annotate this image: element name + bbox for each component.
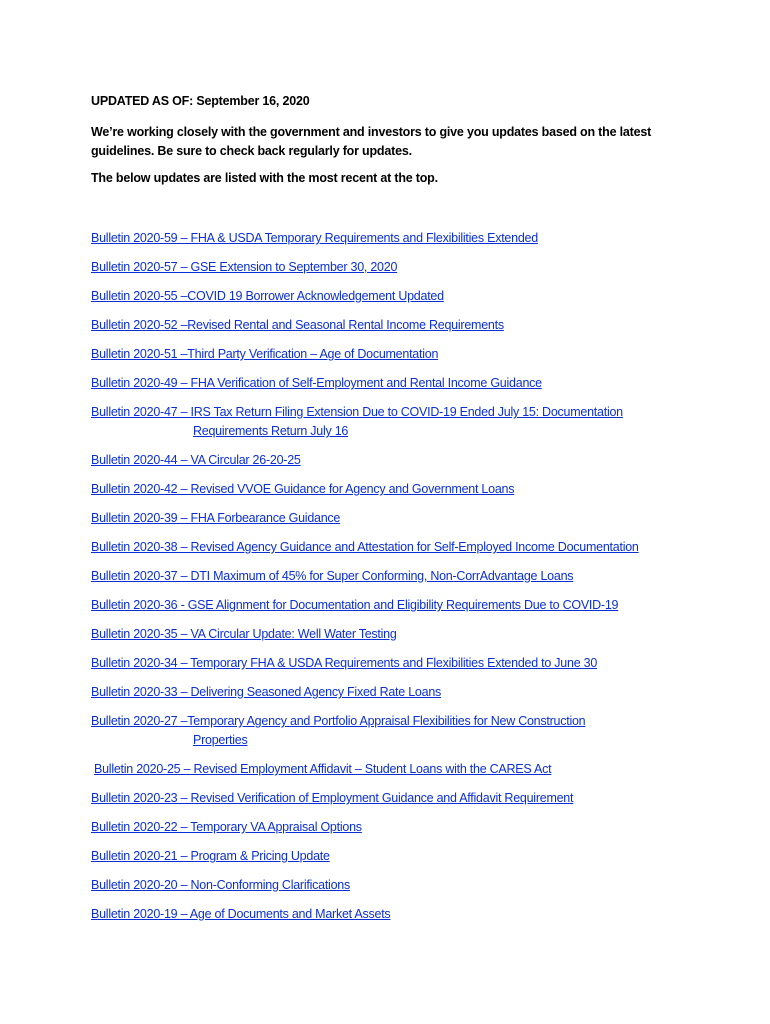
bulletin-link-text: Bulletin 2020-44 – VA Circular 26-20-25 — [91, 453, 301, 467]
bulletin-item — [91, 345, 711, 364]
bulletin-link-text: Bulletin 2020-25 – Revised Employment Affidavit – Student Loans with the CARES Act — [94, 762, 552, 776]
bulletin-link-text: Bulletin 2020-21 – Program & Pricing Update — [91, 849, 330, 863]
bulletin-item — [91, 403, 711, 441]
bulletin-item — [91, 258, 711, 277]
bulletin-link-text: Bulletin 2020-20 – Non-Conforming Clarifications — [91, 878, 350, 892]
bulletin-item — [91, 712, 711, 750]
bulletin-link-text: Bulletin 2020-42 – Revised VVOE Guidance for Agency and Government Loans — [91, 482, 515, 496]
bulletin-list — [91, 229, 711, 934]
bulletin-item — [91, 567, 711, 586]
bulletin-link[interactable] — [91, 907, 390, 921]
bulletin-item — [91, 316, 711, 335]
bulletin-item — [91, 538, 711, 557]
bulletin-link-text: Bulletin 2020-57 – GSE Extension to September 30, 2020 — [91, 260, 398, 274]
bulletin-item — [91, 760, 711, 779]
bulletin-item — [91, 480, 711, 499]
bulletin-link[interactable] — [91, 347, 438, 361]
bulletin-item — [91, 451, 711, 470]
bulletin-link-text: Bulletin 2020-47 – IRS Tax Return Filing Extension Due to COVID-19 Ended July 15: Documentation — [91, 405, 623, 419]
bulletin-link-text: Bulletin 2020-19 – Age of Documents and Market Assets — [91, 907, 391, 921]
bulletin-item — [91, 625, 711, 644]
bulletin-item — [91, 509, 711, 528]
bulletin-link[interactable] — [91, 376, 542, 390]
bulletin-item — [91, 229, 711, 248]
bulletin-link[interactable] — [91, 569, 573, 583]
bulletin-link[interactable] — [91, 231, 538, 245]
bulletin-item — [91, 905, 711, 924]
bulletin-link-text: Bulletin 2020-51 –Third Party Verification – Age of Documentation — [91, 347, 439, 361]
bulletin-link[interactable] — [91, 685, 441, 699]
bulletin-item — [91, 596, 711, 615]
bulletin-link-text: Bulletin 2020-37 – DTI Maximum of 45% for Super Conforming, Non-CorrAdvantage Loans — [91, 569, 574, 583]
bulletin-item — [91, 287, 711, 306]
bulletin-link[interactable] — [91, 260, 397, 274]
intro-paragraph: We’re working closely with the government and investors to give you updates based on the latest guidelines. Be sure to check back regularly for updates. — [91, 125, 652, 158]
bulletin-item — [91, 654, 711, 673]
bulletin-link-text: Bulletin 2020-33 – Delivering Seasoned Agency Fixed Rate Loans — [91, 685, 442, 699]
bulletin-link[interactable] — [91, 453, 301, 467]
bulletin-link[interactable] — [91, 820, 362, 834]
bulletin-link-text: Bulletin 2020-34 – Temporary FHA & USDA Requirements and Flexibilities Extended to June 30 — [91, 656, 598, 670]
bulletin-link[interactable] — [91, 849, 330, 863]
bulletin-link[interactable] — [91, 878, 350, 892]
bulletin-link-text: Bulletin 2020-39 – FHA Forbearance Guidance — [91, 511, 341, 525]
bulletin-link-text: Bulletin 2020-35 – VA Circular Update: Well Water Testing — [91, 627, 397, 641]
bulletin-link-text: Bulletin 2020-36 - GSE Alignment for Documentation and Eligibility Requirements Due to COVID-19 — [91, 598, 619, 612]
bulletin-link-continuation: Properties — [193, 733, 248, 747]
bulletin-link[interactable] — [91, 318, 504, 332]
bulletin-link[interactable] — [91, 656, 597, 670]
bulletin-link[interactable] — [91, 511, 340, 525]
bulletin-link[interactable] — [91, 791, 573, 805]
bulletin-item — [91, 374, 711, 393]
bulletin-item — [91, 847, 711, 866]
bulletin-link-text: Bulletin 2020-59 – FHA & USDA Temporary Requirements and Flexibilities Extended — [91, 231, 538, 245]
bulletin-link-text: Bulletin 2020-49 – FHA Verification of Self-Employment and Rental Income Guidance — [91, 376, 542, 390]
bulletin-item — [91, 789, 711, 808]
bulletin-link-text: Bulletin 2020-55 –COVID 19 Borrower Acknowledgement Updated — [91, 289, 444, 303]
bulletin-link[interactable] — [91, 714, 711, 750]
bulletin-link[interactable] — [91, 405, 711, 441]
bulletin-item — [91, 683, 711, 702]
bulletin-link-text: Bulletin 2020-23 – Revised Verification of Employment Guidance and Affidavit Requirement — [91, 791, 574, 805]
order-note: The below updates are listed with the most recent at the top. — [91, 171, 438, 185]
bulletin-link-text: Bulletin 2020-22 – Temporary VA Appraisal Options — [91, 820, 362, 834]
bulletin-link[interactable] — [94, 762, 551, 776]
bulletin-item — [91, 818, 711, 837]
bulletin-link-continuation: Requirements Return July 16 — [193, 424, 349, 438]
bulletin-link-text: Bulletin 2020-27 –Temporary Agency and Portfolio Appraisal Flexibilities for New Construction — [91, 714, 586, 728]
bulletin-link[interactable] — [91, 627, 397, 641]
bulletin-link[interactable] — [91, 540, 639, 554]
bulletin-link[interactable] — [91, 482, 514, 496]
updated-date-heading: UPDATED AS OF: September 16, 2020 — [91, 94, 310, 108]
bulletin-link[interactable] — [91, 598, 618, 612]
bulletin-item — [91, 876, 711, 895]
bulletin-link-text: Bulletin 2020-52 –Revised Rental and Seasonal Rental Income Requirements — [91, 318, 504, 332]
bulletin-link[interactable] — [91, 289, 444, 303]
bulletin-link-text: Bulletin 2020-38 – Revised Agency Guidance and Attestation for Self-Employed Income Documentation — [91, 540, 639, 554]
